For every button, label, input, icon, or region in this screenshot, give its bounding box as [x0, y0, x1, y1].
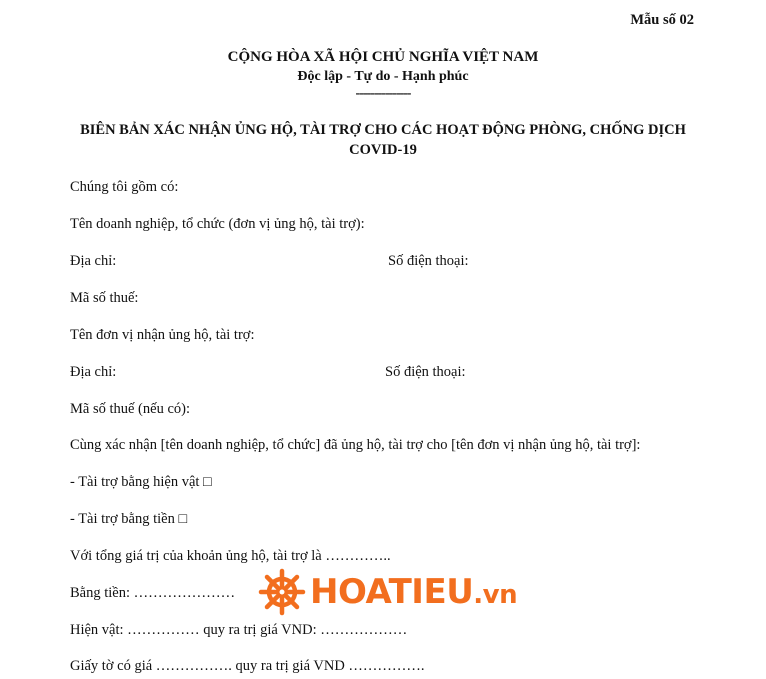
donor-address-label: Địa chỉ: — [70, 253, 117, 269]
total-value-line: Với tổng giá trị của khoản ủng hộ, tài trợ là ………….. — [70, 548, 391, 564]
confirm-statement: Cùng xác nhận [tên doanh nghiệp, tổ chức] đã ủng hộ, tài trợ cho [tên đơn vị nhận ủng hộ, tài trợ]: — [70, 437, 641, 453]
document-title-line2: COVID-19 — [349, 142, 417, 158]
securities-value-line: Giấy tờ có giá ……………. quy ra trị giá VND ……………. — [70, 658, 425, 674]
recipient-address-label: Địa chỉ: — [70, 364, 117, 380]
nation-heading: CỘNG HÒA XÃ HỘI CHỦ NGHĨA VIỆT NAM — [227, 49, 539, 65]
watermark-suffix: .vn — [473, 580, 518, 610]
recipient-name-label: Tên đơn vị nhận ủng hộ, tài trợ: — [70, 327, 255, 343]
document-title-line1: BIÊN BẢN XÁC NHẬN ỦNG HỘ, TÀI TRỢ CHO CÁC HOẠT ĐỘNG PHÒNG, CHỐNG DỊCH — [80, 122, 686, 138]
in-kind-option: - Tài trợ bằng hiện vật □ — [70, 474, 212, 490]
donor-name-label: Tên doanh nghiệp, tổ chức (đơn vị ủng hộ, tài trợ): — [70, 216, 365, 232]
cash-amount-line: Bằng tiền: ………………… — [70, 585, 236, 601]
form-number: Mẫu số 02 — [630, 12, 694, 28]
motto: Độc lập - Tự do - Hạnh phúc — [297, 69, 469, 84]
watermark-text — [310, 572, 517, 612]
recipient-phone-label: Số điện thoại: — [385, 364, 466, 380]
donor-phone-label: Số điện thoại: — [388, 253, 469, 269]
watermark-logo — [258, 566, 517, 618]
in-kind-value-line: Hiện vật: …………… quy ra trị giá VND: ……………… — [70, 622, 408, 638]
donor-tax-label: Mã số thuế: — [70, 290, 139, 306]
we-include-label: Chúng tôi gồm có: — [70, 179, 179, 195]
in-cash-option: - Tài trợ bằng tiền □ — [70, 511, 188, 527]
recipient-tax-label: Mã số thuế (nếu có): — [70, 401, 190, 417]
separator: --------------- — [355, 86, 411, 101]
ship-wheel-icon — [258, 568, 306, 616]
watermark-brand: HOATIEU — [310, 572, 474, 612]
